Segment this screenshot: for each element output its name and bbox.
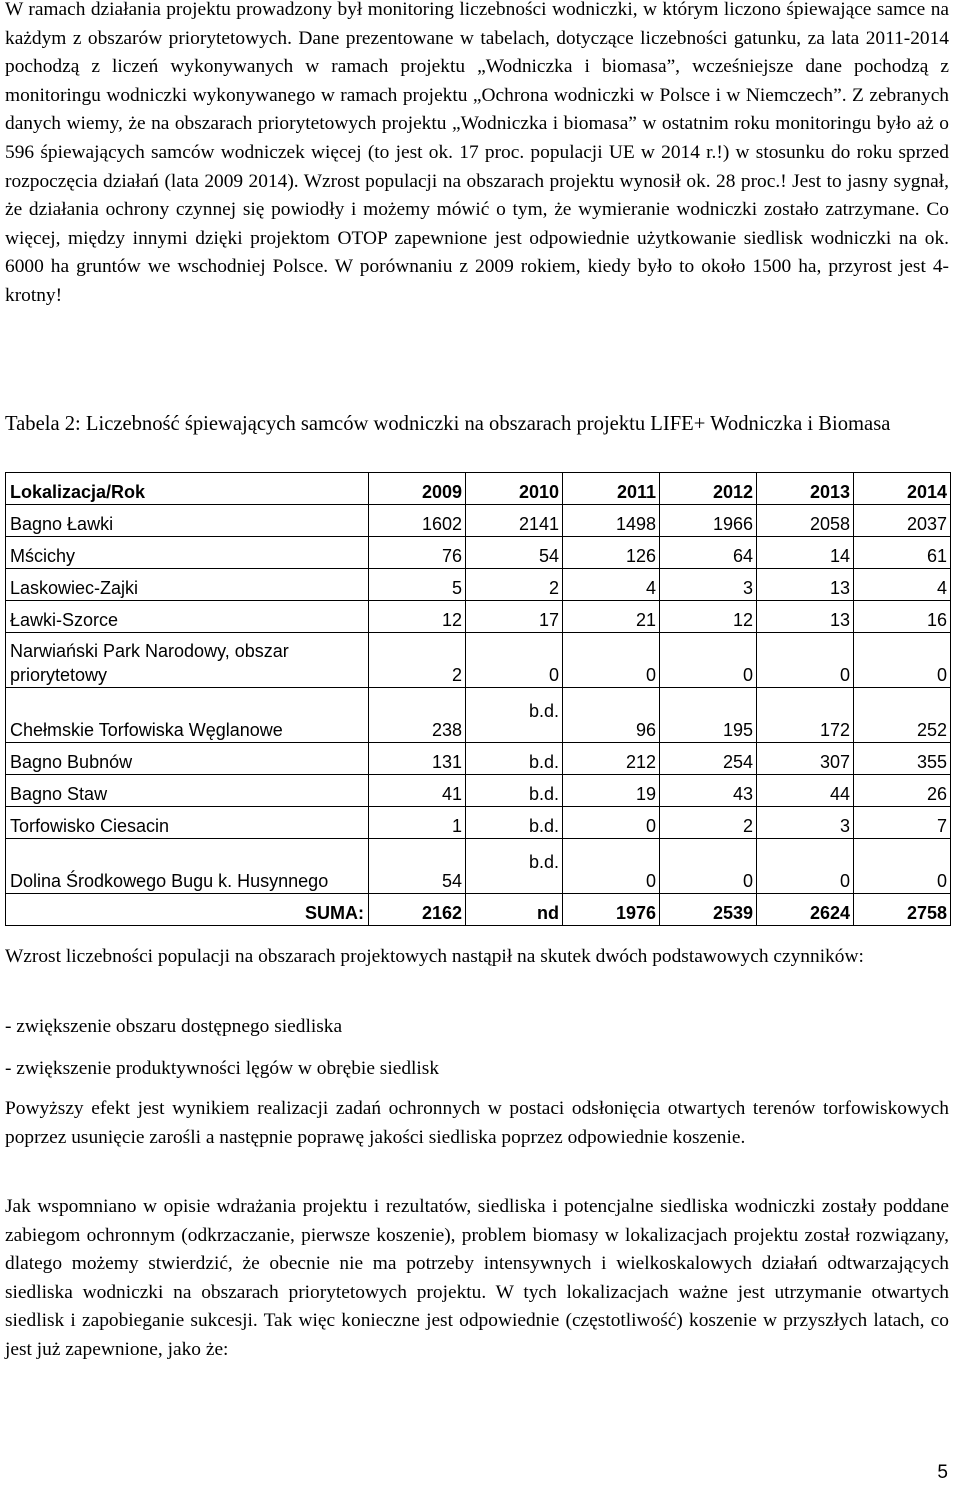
factor-list	[5, 1013, 949, 1096]
count-cell: 41	[369, 775, 466, 807]
count-cell: 0	[854, 839, 951, 894]
count-cell: 0	[660, 839, 757, 894]
count-cell: 252	[854, 688, 951, 743]
count-cell: 212	[563, 743, 660, 775]
count-cell: 2	[369, 633, 466, 688]
column-header-location: Lokalizacja/Rok	[6, 473, 369, 505]
count-cell: b.d.	[466, 684, 563, 739]
count-cell: 12	[369, 601, 466, 633]
location-cell: Chełmskie Torfowiska Węglanowe	[6, 688, 369, 743]
count-cell: 355	[854, 743, 951, 775]
count-cell: 61	[854, 537, 951, 569]
table-row	[6, 688, 951, 743]
count-cell: 254	[660, 743, 757, 775]
count-cell: 0	[854, 633, 951, 688]
count-cell: 7	[854, 807, 951, 839]
table-row	[6, 601, 951, 633]
count-cell: 43	[660, 775, 757, 807]
count-cell: 195	[660, 688, 757, 743]
count-cell: 13	[757, 569, 854, 601]
count-cell: 54	[466, 537, 563, 569]
count-cell: 2141	[466, 505, 563, 537]
count-cell: 17	[466, 601, 563, 633]
count-cell: 0	[757, 839, 854, 894]
count-cell: 2	[466, 569, 563, 601]
location-cell: Narwiański Park Narodowy, obszar priorytetowy	[6, 633, 369, 688]
table-row	[6, 775, 951, 807]
count-cell: 2058	[757, 505, 854, 537]
sum-cell: nd	[466, 894, 563, 926]
count-cell: 13	[757, 601, 854, 633]
column-header-year: 2009	[369, 473, 466, 505]
list-item: - zwiększenie obszaru dostępnego siedliska	[5, 1016, 343, 1037]
count-cell: 2037	[854, 505, 951, 537]
count-cell: 2	[660, 807, 757, 839]
population-table	[5, 472, 951, 926]
table-row	[6, 633, 951, 688]
location-cell: Bagno Staw	[6, 775, 369, 807]
count-cell: 0	[757, 633, 854, 688]
count-cell: 64	[660, 537, 757, 569]
summary-paragraph: Jak wspomniano w opisie wdrażania projektu i rezultatów, siedliska i potencjalne siedliska wodniczki zostały poddane zabiegom ochronnym (odkrzaczanie, pierwsze koszenie), problem biomasy w lokalizacjach projektu został rozwiązany, dlatego możemy stwierdzić, że obecnie nie ma potrzeby intensywnych i wielkoskalowych działań odtwarzających siedliska wodniczki na obszarach priorytetowych projektu. W tych lokalizacjach ważne jest utrzymanie otwartych siedlisk i zapobieganie sukcesji. Tak więc konieczne jest odpowiednie (częstotliwość) koszenie w przyszłych latach, co jest już zapewnione, jako że:	[5, 1196, 949, 1360]
count-cell: 0	[563, 633, 660, 688]
count-cell: 1498	[563, 505, 660, 537]
location-cell: Ławki-Szorce	[6, 601, 369, 633]
sum-cell: 2624	[757, 894, 854, 926]
count-cell: 4	[563, 569, 660, 601]
count-cell: 4	[854, 569, 951, 601]
count-cell: 44	[757, 775, 854, 807]
count-cell: 26	[854, 775, 951, 807]
sum-cell: 2162	[369, 894, 466, 926]
location-cell: Mścichy	[6, 537, 369, 569]
column-header-year: 2012	[660, 473, 757, 505]
count-cell: 0	[660, 633, 757, 688]
count-cell: b.d.	[466, 775, 563, 807]
count-cell: b.d.	[466, 835, 563, 890]
sum-cell: 2539	[660, 894, 757, 926]
column-header-year: 2014	[854, 473, 951, 505]
intro-paragraph: W ramach działania projektu prowadzony był monitoring liczebności wodniczki, w którym liczono śpiewające samce na każdym z obszarów priorytetowych. Dane prezentowane w tabelach, dotyczące liczebności gatunku, za lata 2011-2014 pochodzą z liczeń wykonywanych w ramach projektu „Wodniczka i biomasa”, wcześniejsze dane pochodzą z monitoringu wodniczki wykonywanego w ramach projektu „Ochrona wodniczki w Polsce i w Niemczech”. Z zebranych danych wiemy, że na obszarach priorytetowych projektu „Wodniczka i biomasa” w ostatnim roku monitoringu było aż o 596 śpiewających samców wodniczek więcej (to jest ok. 17 proc. populacji UE w 2014 r.!) w stosunku do roku sprzed rozpoczęcia działań (lata 2009 2014). Wzrost populacji na obszarach projektu wynosił ok. 28 proc.! Jest to jasny sygnał, że działania ochrony czynnej się powiodły i możemy mówić o tym, że wymieranie wodniczki zostało zatrzymane. Co więcej, między innymi dzięki projektom OTOP zapewnione jest odpowiednie użytkowanie siedlisk wodniczki na ok. 6000 ha gruntów we wschodniej Polsce. W porównaniu z 2009 rokiem, kiedy było to około 1500 ha, przyrost jest 4-krotny!	[5, 0, 949, 306]
count-cell: 14	[757, 537, 854, 569]
column-header-year: 2013	[757, 473, 854, 505]
count-cell: 126	[563, 537, 660, 569]
location-cell: Dolina Środkowego Bugu k. Husynnego	[6, 839, 369, 894]
count-cell: 0	[563, 807, 660, 839]
count-cell: 172	[757, 688, 854, 743]
column-header-year: 2011	[563, 473, 660, 505]
count-cell: 54	[369, 839, 466, 894]
page-number: 5	[937, 1462, 948, 1483]
location-cell: Bagno Ławki	[6, 505, 369, 537]
table-row	[6, 839, 951, 894]
count-cell: 3	[660, 569, 757, 601]
count-cell: 0	[466, 633, 563, 688]
count-cell: b.d.	[466, 807, 563, 839]
table-header-row	[6, 473, 951, 505]
table-row	[6, 537, 951, 569]
table-row	[6, 743, 951, 775]
sum-label: SUMA:	[6, 894, 369, 926]
count-cell: 5	[369, 569, 466, 601]
count-cell: 1	[369, 807, 466, 839]
count-cell: 307	[757, 743, 854, 775]
column-header-year: 2010	[466, 473, 563, 505]
location-cell: Bagno Bubnów	[6, 743, 369, 775]
table-sum-row	[6, 894, 951, 926]
count-cell: 12	[660, 601, 757, 633]
table-caption: Tabela 2: Liczebność śpiewających samców wodniczki na obszarach projektu LIFE+ Wodniczka i Biomasa	[5, 413, 891, 435]
count-cell: 131	[369, 743, 466, 775]
count-cell: 3	[757, 807, 854, 839]
after-table-paragraph: Wzrost liczebności populacji na obszarach projektowych nastąpił na skutek dwóch podstawowych czynników:	[5, 946, 864, 967]
count-cell: 0	[563, 839, 660, 894]
count-cell: 16	[854, 601, 951, 633]
table-row	[6, 569, 951, 601]
list-item: - zwiększenie produktywności lęgów w obrębie siedlisk	[5, 1057, 440, 1079]
table-row	[6, 505, 951, 537]
count-cell: 1966	[660, 505, 757, 537]
location-cell: Laskowiec-Zajki	[6, 569, 369, 601]
count-cell: 76	[369, 537, 466, 569]
sum-cell: 2758	[854, 894, 951, 926]
effect-paragraph: Powyższy efekt jest wynikiem realizacji zadań ochronnych w postaci odsłonięcia otwartych terenów torfowiskowych poprzez usunięcie zarośli a następnie poprawę jakości siedliska poprzez odpowiednie koszenie.	[5, 1098, 949, 1148]
location-cell: Torfowisko Ciesacin	[6, 807, 369, 839]
count-cell: 19	[563, 775, 660, 807]
count-cell: 1602	[369, 505, 466, 537]
count-cell: 96	[563, 688, 660, 743]
count-cell: 21	[563, 601, 660, 633]
count-cell: 238	[369, 688, 466, 743]
count-cell: b.d.	[466, 743, 563, 775]
sum-cell: 1976	[563, 894, 660, 926]
